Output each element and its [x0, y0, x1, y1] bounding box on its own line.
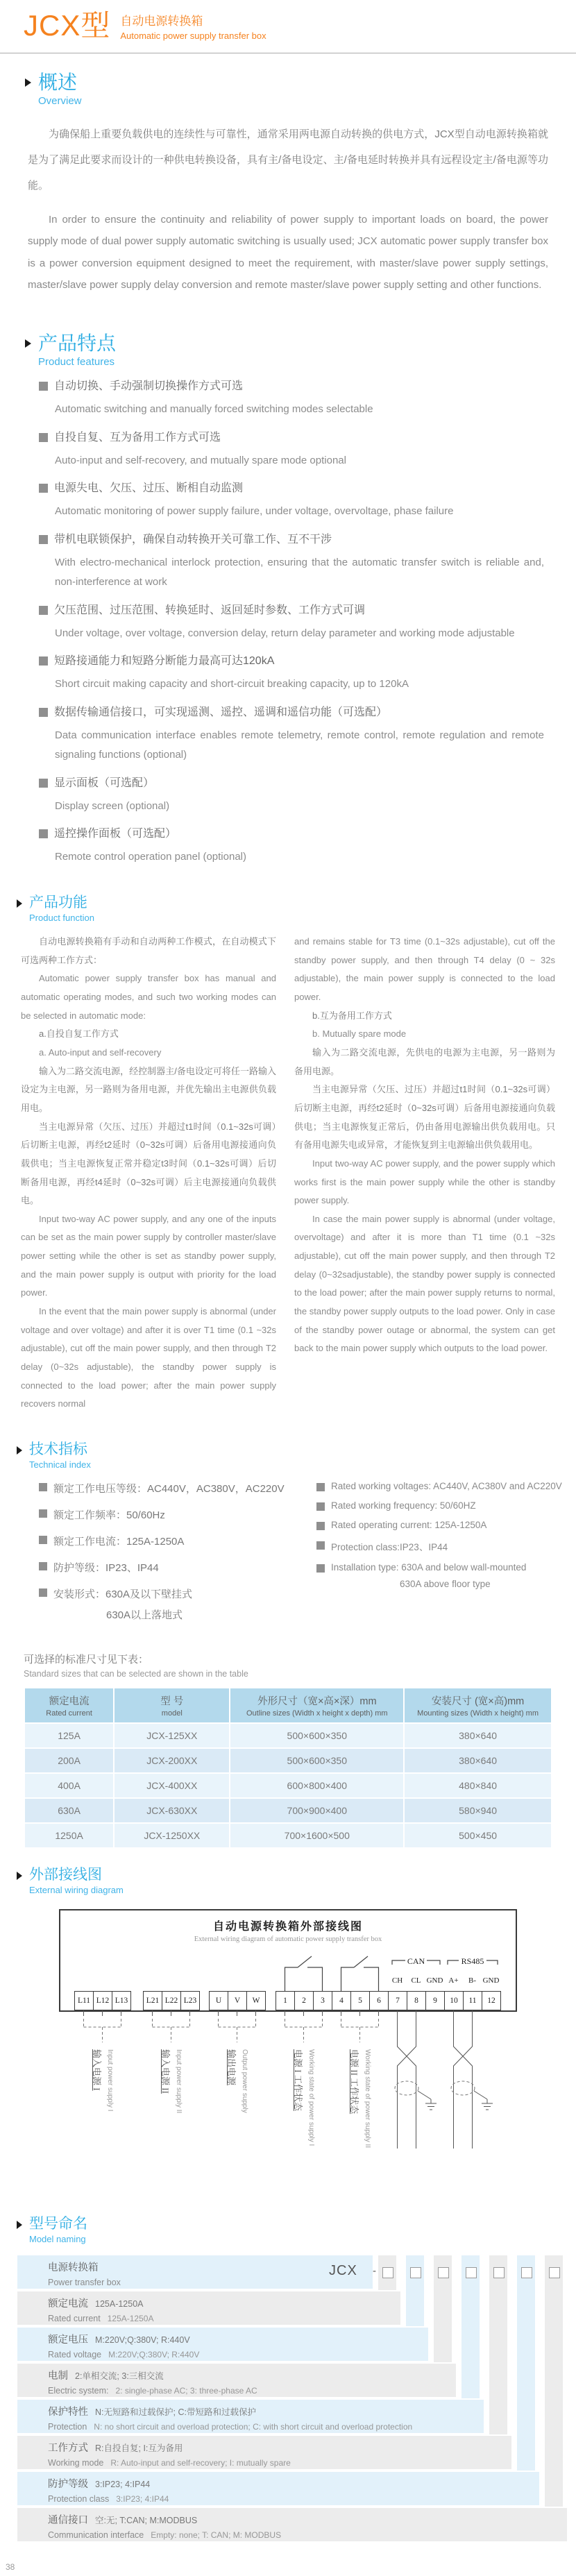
- feature-text-en: Automatic monitoring of power supply failure, under voltage, overvoltage, phase failure: [55, 505, 454, 518]
- square-bullet-icon: [39, 829, 48, 838]
- column-header-cn: 安装尺寸 (宽×高)mm: [431, 1696, 525, 1707]
- naming-row: [17, 2291, 400, 2325]
- section-title-en: Model naming: [29, 2234, 86, 2245]
- technical-item: [39, 1481, 316, 1495]
- naming-row: [17, 2328, 428, 2361]
- table-cell: 400A: [24, 1773, 114, 1798]
- section-features-heading: [25, 332, 576, 368]
- sizes-table-header: [24, 1688, 552, 1723]
- feature-item-cn: [39, 653, 544, 670]
- section-title-en: Overview: [38, 95, 82, 108]
- naming-row-cn: [48, 2296, 400, 2310]
- naming-desc-en: R: Auto-input and self-recovery; I: mutually spare: [110, 2458, 291, 2468]
- feature-item-cn: [39, 775, 544, 792]
- signal-label: B-: [468, 1976, 476, 1985]
- square-bullet-icon: [316, 1522, 325, 1530]
- naming-row-en: [48, 2529, 567, 2541]
- feature-text-cn: 显示面板（可选配）: [54, 777, 155, 789]
- product-title-block: [120, 11, 266, 41]
- naming-column-stripe: [517, 2255, 535, 2471]
- naming-row-en: [48, 2421, 484, 2433]
- naming-desc-en: 125A-1250A: [107, 2314, 154, 2324]
- naming-row: [17, 2472, 539, 2505]
- naming-row-cn: [48, 2440, 511, 2455]
- feature-text-cn: 电源失电、欠压、过压、断相自动监测: [54, 482, 244, 495]
- wire-group-label: [226, 2049, 248, 2113]
- can-bus-label: CAN: [407, 1956, 425, 1967]
- function-paragraph: In the event that the main power supply is abnormal (under voltage and over voltage) and after it is over T1 time (0.1 ~32s adjustable), cut off the main power supply, and then through T2 delay (0~32s adjustable), the standby power supply is connected to the load power; after the main power supply recovers normal: [21, 1306, 276, 1409]
- feature-text-cn: 短路接通能力和短路分断能力最高可达120kA: [54, 655, 275, 668]
- size-note-en: Standard sizes that can be selected are shown in the table: [24, 1669, 248, 1679]
- naming-desc-cn: 2:单相交流; 3:三相交流: [75, 2371, 164, 2382]
- function-paragraph: 当主电源异常（欠压、过压）并超过t1时间（0.1~32s可调）后切断主电源，再经t2延时（0~32s可调）后备用电源接通向负载供电；当主电源恢复正常后，仍由备用电源输出供负载用电。只有备用电源失电或异常，才能恢复到主电源输出供负载用电。: [294, 1084, 555, 1151]
- feature-text-cn: 遥控操作面板（可选配）: [54, 828, 177, 840]
- section-title-cn: 外部接线图: [29, 1867, 102, 1883]
- section-arrow-icon: [17, 1446, 22, 1455]
- naming-desc-cn: M:220V;Q:380V; R:440V: [95, 2335, 190, 2346]
- wire-group-label-en: Working state of power supply II: [363, 2049, 371, 2149]
- wiring-diagram-graphics: [59, 1909, 517, 2188]
- square-bullet-icon: [39, 1509, 47, 1518]
- wire-group-label-en: Input power supply I: [105, 2049, 114, 2112]
- table-cell: 1250A: [24, 1823, 114, 1848]
- naming-hyphen: -: [373, 2265, 376, 2278]
- naming-row-cn: [48, 2476, 539, 2491]
- terminal: L13: [112, 1991, 131, 2010]
- technical-item: [316, 1539, 562, 1553]
- table-cell: JCX-400XX: [114, 1773, 230, 1798]
- function-paragraph: and remains stable for T3 time (0.1~32s adjustable), cut off the standby power supply, and then through T4 delay (0 ~ 32s adjustable), the main power supply is connected to the load power.: [294, 936, 555, 1003]
- naming-desc-cn: 3:IP23; 4:IP44: [95, 2480, 151, 2490]
- naming-row-cn: [48, 2260, 373, 2274]
- overview-paragraph-cn: 为确保船上重要负载供电的连续性与可靠性，通常采用两电源自动转换的供电方式，JCX型自动电源转换箱就是为了满足此要求而设计的一种供电转换设备，具有主/备电设定、主/备电延时转换并具有远程设定主/备电源等功能。: [28, 128, 548, 192]
- technical-columns: [39, 1481, 562, 1632]
- technical-item: [316, 1520, 562, 1530]
- function-paragraph: Input two-way AC power supply, and any one of the inputs can be set as the main power supply by controller master/slave power setting while the other is set as standby power supply, and the main power supply is output with priority for the load power.: [21, 1213, 276, 1298]
- square-bullet-icon: [316, 1541, 325, 1550]
- section-wiring-heading: [17, 1867, 576, 1895]
- wire-group-label-en: Working state of power supply I: [307, 2049, 315, 2146]
- naming-desc-en: M:220V;Q:380V; R:440V: [108, 2350, 200, 2360]
- section-arrow-icon: [25, 78, 31, 87]
- wire-group-label-en: Input power supply II: [174, 2049, 183, 2114]
- terminal: L21: [143, 1991, 162, 2010]
- product-model-title: JCX型: [24, 9, 111, 42]
- section-function-heading: [17, 895, 576, 923]
- function-columns: [21, 933, 555, 1414]
- terminal: 7: [388, 1991, 407, 2010]
- terminal-strip: [59, 1991, 517, 2010]
- feature-item-cn: [39, 480, 544, 497]
- table-cell: JCX-125XX: [114, 1723, 230, 1748]
- naming-row-cn: [48, 2332, 428, 2346]
- feature-text-en: Auto-input and self-recovery, and mutually spare mode optional: [55, 454, 346, 466]
- naming-label-en: Electric system:: [48, 2386, 109, 2396]
- naming-row: [17, 2255, 373, 2289]
- naming-row: [17, 2508, 567, 2541]
- terminal: V: [228, 1991, 247, 2010]
- function-paragraph: 当主电源异常（欠压、过压）并超过t1时间（0.1~32s可调）后切断主电源，再经t2延时（0~32s可调）后备用电源接通向负载供电；当主电源恢复正常并稳定t3时间（0.1~32s可调）后切断备用电源，再经t4延时（0~32s可调）后主电源接通向负载供电。: [21, 1121, 276, 1206]
- table-column-header: [114, 1688, 230, 1723]
- function-paragraph: In case the main power supply is abnormal (under voltage, overvoltage) and after it is more than T1 time (0.1 ~32s adjustable), cut off the main power supply, and then through T2 delay (0~32sadjustable), the standby power supply is connected to the load power; after the main power supply returns to normal, the standby power supply outputs to the load power. Only in case of the standby power outage or abnormal, the system can get back to the main power supply which outputs to the load power.: [294, 1213, 555, 1354]
- terminal: L22: [162, 1991, 181, 2010]
- naming-desc-en: 3:IP23; 4:IP44: [116, 2494, 169, 2505]
- naming-label-en: Working mode: [48, 2458, 104, 2468]
- section-arrow-icon: [25, 339, 31, 348]
- technical-list-cn: [39, 1481, 316, 1632]
- technical-list-en: [316, 1481, 562, 1632]
- function-paragraph: Automatic power supply transfer box has manual and automatic operating modes, and such two working modes can be selected in automatic mode:: [21, 973, 276, 1021]
- square-bullet-icon: [39, 656, 48, 666]
- model-digit-box: [410, 2267, 421, 2278]
- section-title-en: Product function: [29, 913, 94, 924]
- section-arrow-icon: [17, 899, 22, 908]
- feature-text-cn: 自动切换、手动强制切换操作方式可选: [54, 380, 244, 392]
- column-header-en: Rated current: [46, 1709, 92, 1718]
- square-bullet-icon: [39, 484, 48, 493]
- wire-group-label-cn: 电源 II 工作状态: [348, 2049, 359, 2115]
- feature-text-en: Display screen (optional): [55, 799, 170, 812]
- wire-group-label: [292, 2049, 315, 2146]
- naming-row: [17, 2436, 511, 2469]
- section-title-cn: 概述: [38, 71, 78, 94]
- naming-label-cn: 工作方式: [48, 2443, 88, 2455]
- technical-item: [39, 1534, 316, 1548]
- naming-label-en: Rated current: [48, 2314, 101, 2324]
- overview-paragraph-en: In order to ensure the continuity and reliability of power supply to important loads on board, the power supply mode of dual power supply automatic switching is usually used; JCX automatic power supply transfer box is a power conversion equipment designed to meet the requirement, with master/slave power supply settings, master/slave power supply delay conversion and remote master/slave power supply setting and other functions.: [28, 213, 548, 291]
- naming-label-cn: 电源转换箱: [48, 2262, 99, 2274]
- wiring-diagram-title-en: External wiring diagram of automatic power supply transfer box: [194, 1935, 382, 1944]
- table-cell: 630A: [24, 1798, 114, 1823]
- terminal: L23: [180, 1991, 200, 2010]
- naming-label-en: Power transfer box: [48, 2278, 121, 2288]
- terminal-group: [143, 1991, 199, 2010]
- table-column-header: [230, 1688, 404, 1723]
- wire-group-label-en: Output power supply: [240, 2049, 248, 2113]
- feature-item-cn: [39, 532, 544, 548]
- square-bullet-icon: [39, 708, 48, 717]
- feature-text-en: Short circuit making capacity and short-circuit breaking capacity, up to 120kA: [55, 678, 409, 690]
- table-cell: 480×840: [404, 1773, 552, 1798]
- wire-group-label: [91, 2049, 114, 2112]
- naming-label-cn: 额定电流: [48, 2298, 88, 2310]
- model-digit-box: [521, 2267, 532, 2278]
- table-row: [24, 1798, 552, 1823]
- feature-text-en: Remote control operation panel (optional): [55, 851, 246, 863]
- feature-text-en: Data communication interface enables remote telemetry, remote control, remote regulation and remote signaling functions (optional): [55, 729, 544, 761]
- table-row: [24, 1773, 552, 1798]
- function-paragraph: b. Mutually spare mode: [312, 1028, 407, 1040]
- terminal: 3: [313, 1991, 332, 2010]
- wiring-diagram: [59, 1909, 517, 2188]
- naming-row-en: [48, 2493, 539, 2505]
- terminal-group: [209, 1991, 265, 2010]
- wire-group-label-cn: 输入电源 II: [160, 2049, 171, 2094]
- table-cell: 580×940: [404, 1798, 552, 1823]
- naming-row-en: [48, 2384, 456, 2397]
- naming-desc-cn: N:无短路和过载保护; C:带短路和过载保护: [95, 2407, 256, 2418]
- terminal-group: [276, 1991, 500, 2010]
- naming-row-cn: [48, 2368, 456, 2382]
- naming-row-cn: [48, 2404, 484, 2418]
- feature-text-en: With electro-mechanical interlock protection, ensuring that the automatic transfer switch is reliable and, non-interference at work: [55, 557, 544, 588]
- feature-text-en: Automatic switching and manually forced switching modes selectable: [55, 402, 373, 415]
- column-header-cn: 型 号: [160, 1696, 184, 1707]
- naming-label-en: Communication interface: [48, 2530, 144, 2541]
- square-bullet-icon: [39, 779, 48, 788]
- feature-item-cn: [39, 430, 544, 446]
- section-title-cn: 产品功能: [29, 895, 87, 911]
- function-paragraph: 输入为二路交流电源，先供电的电源为主电源，另一路则为备用电源。: [294, 1047, 555, 1076]
- table-cell: 700×1600×500: [230, 1823, 404, 1848]
- table-cell: 380×640: [404, 1723, 552, 1748]
- square-bullet-icon: [316, 1564, 325, 1573]
- table-cell: JCX-630XX: [114, 1798, 230, 1823]
- function-paragraph: a. Auto-input and self-recovery: [39, 1047, 162, 1058]
- naming-row-en: [48, 2276, 373, 2289]
- table-row: [24, 1823, 552, 1848]
- wiring-diagram-title-cn: 自动电源转换箱外部接线图: [212, 1921, 363, 1933]
- feature-text-cn: 数据传输通信接口，可实现遥测、遥控、遥调和遥信功能（可选配）: [54, 706, 388, 719]
- table-row: [24, 1748, 552, 1773]
- technical-item: [316, 1481, 562, 1491]
- table-column-header: [404, 1688, 552, 1723]
- table-cell: 380×640: [404, 1748, 552, 1773]
- function-column-left: [21, 933, 276, 1414]
- technical-text: 额定工作电压等级：AC440V，AC380V，AC220V: [53, 1483, 285, 1495]
- naming-desc-en: N: no short circuit and overload protection; C: with short circuit and overload protection: [94, 2422, 413, 2432]
- table-cell: 200A: [24, 1748, 114, 1773]
- feature-text-cn: 带机电联锁保护，确保自动转换开关可靠工作、互不干涉: [54, 534, 332, 546]
- naming-label-cn: 防护等级: [48, 2479, 88, 2491]
- size-note-cn: 可选择的标准尺寸见下表：: [24, 1654, 149, 1666]
- model-digit-box: [438, 2267, 449, 2278]
- table-row: [24, 1723, 552, 1748]
- wire-group-label-cn: 电源 I 工作状态: [292, 2049, 303, 2111]
- terminal: L12: [93, 1991, 112, 2010]
- function-paragraph: 自动电源转换箱有手动和自动两种工作模式，在自动模式下可选两种工作方式：: [21, 936, 276, 965]
- technical-item: [39, 1586, 316, 1601]
- model-digit-box: [493, 2267, 505, 2278]
- naming-label-en: Protection class: [48, 2494, 110, 2505]
- terminal: 1: [276, 1991, 295, 2010]
- table-column-header: [24, 1688, 114, 1723]
- table-cell: 125A: [24, 1723, 114, 1748]
- feature-item-cn: [39, 602, 544, 619]
- technical-text: 额定工作电流：125A-1250A: [53, 1536, 185, 1548]
- signal-label: CL: [411, 1976, 421, 1985]
- naming-desc-cn: R:自投自复; I:互为备用: [95, 2443, 183, 2454]
- signal-label: GND: [482, 1976, 500, 1985]
- column-header-cn: 外形尺寸（宽×高×深）mm: [257, 1696, 377, 1707]
- features-list: [39, 378, 544, 867]
- naming-desc-en: 2: single-phase AC; 3: three-phase AC: [115, 2386, 257, 2396]
- signal-label: GND: [426, 1976, 443, 1985]
- naming-row-en: [48, 2457, 511, 2469]
- column-header-cn: 额定电流: [49, 1696, 90, 1707]
- naming-column-stripe: [489, 2255, 507, 2434]
- standard-sizes-table: [24, 1687, 552, 1849]
- page-number: 38: [6, 2562, 15, 2573]
- feature-text-cn: 自投自复、互为备用工作方式可选: [54, 431, 221, 443]
- section-arrow-icon: [17, 1872, 22, 1880]
- naming-label-cn: 电制: [48, 2371, 68, 2382]
- terminal: 4: [332, 1991, 351, 2010]
- naming-row-en: [48, 2312, 400, 2325]
- table-cell: 600×800×400: [230, 1773, 404, 1798]
- square-bullet-icon: [39, 1562, 47, 1570]
- product-title-en: Automatic power supply transfer box: [120, 31, 266, 41]
- technical-text: 防护等级：IP23、IP44: [53, 1562, 159, 1574]
- naming-label-cn: 额定电压: [48, 2334, 88, 2346]
- table-cell: JCX-1250XX: [114, 1823, 230, 1848]
- naming-row: [17, 2400, 484, 2433]
- naming-prefix: JCX: [329, 2263, 357, 2279]
- function-paragraph: a.自投自复工作方式: [39, 1028, 119, 1040]
- naming-label-cn: 保护特性: [48, 2407, 88, 2418]
- naming-label-en: Protection: [48, 2422, 87, 2432]
- naming-label-en: Rated voltage: [48, 2350, 102, 2360]
- naming-desc-cn: 125A-1250A: [95, 2299, 144, 2310]
- model-digit-box: [549, 2267, 560, 2278]
- terminal: W: [246, 1991, 266, 2010]
- product-title-cn: 自动电源转换箱: [120, 15, 203, 28]
- feature-item-cn: [39, 826, 544, 842]
- section-technical-heading: [17, 1441, 576, 1470]
- square-bullet-icon: [316, 1483, 325, 1491]
- feature-text-en: Under voltage, over voltage, conversion delay, return delay parameter and working mode adjustable: [55, 627, 515, 639]
- wire-group-label: [348, 2049, 371, 2148]
- column-header-en: model: [161, 1709, 183, 1718]
- feature-item-cn: [39, 704, 544, 721]
- section-naming-heading: [17, 2216, 576, 2244]
- square-bullet-icon: [39, 382, 48, 391]
- technical-text: Installation type: 630A and below wall-mounted: [331, 1562, 527, 1573]
- column-header-en: Mounting sizes (Width x height) mm: [417, 1709, 539, 1718]
- square-bullet-icon: [316, 1502, 325, 1511]
- terminal: L11: [74, 1991, 94, 2010]
- terminal: 5: [350, 1991, 370, 2010]
- function-paragraph: 输入为二路交流电源，经控制器主/备电设定可将任一路输入设定为主电源，另一路则为备用电源，并优先输出主电源供负载用电。: [21, 1065, 276, 1113]
- section-title-en: Product features: [38, 355, 115, 368]
- naming-label-cn: 通信接口: [48, 2515, 88, 2527]
- terminal: 6: [369, 1991, 389, 2010]
- terminal: U: [209, 1991, 228, 2010]
- table-cell: 500×600×350: [230, 1723, 404, 1748]
- terminal: 8: [407, 1991, 426, 2010]
- signal-label: A+: [448, 1976, 459, 1985]
- feature-item-cn: [39, 378, 544, 395]
- technical-item: [316, 1500, 562, 1511]
- section-arrow-icon: [17, 2221, 22, 2229]
- naming-row: [17, 2364, 456, 2397]
- terminal: 10: [444, 1991, 464, 2010]
- function-paragraph: Input two-way AC power supply, and the power supply which works first is the main power supply while the other is standby power supply.: [294, 1158, 555, 1206]
- wire-group-label: [160, 2049, 183, 2113]
- function-paragraph: b.互为备用工作方式: [312, 1010, 392, 1021]
- square-bullet-icon: [39, 433, 48, 442]
- table-cell: 500×450: [404, 1823, 552, 1848]
- terminal-group: [74, 1991, 130, 2010]
- section-title-cn: 型号命名: [29, 2216, 87, 2232]
- terminal: 11: [463, 1991, 482, 2010]
- technical-text: Protection class:IP23、IP44: [331, 1542, 448, 1552]
- terminal: 2: [294, 1991, 314, 2010]
- column-header-en: Outline sizes (Width x height x depth) mm: [246, 1709, 388, 1718]
- table-cell: JCX-200XX: [114, 1748, 230, 1773]
- model-naming-diagram: [17, 2255, 567, 2544]
- square-bullet-icon: [39, 535, 48, 544]
- section-title-en: External wiring diagram: [29, 1885, 124, 1896]
- wire-group-label-cn: 输入电源 I: [91, 2049, 102, 2091]
- table-cell: 500×600×350: [230, 1748, 404, 1773]
- function-column-right: [294, 933, 555, 1414]
- technical-text: Rated working voltages: AC440V, AC380V and AC220V: [331, 1481, 562, 1491]
- technical-text: Rated working frequency: 50/60HZ: [331, 1500, 476, 1511]
- naming-desc-en: Empty: none; T: CAN; M: MODBUS: [151, 2530, 282, 2541]
- signal-label: CH: [391, 1976, 403, 1985]
- feature-text-cn: 欠压范围、过压范围、转换延时、返回延时参数、工作方式可调: [54, 604, 366, 616]
- rs485-bus-label: RS485: [461, 1956, 484, 1967]
- page-header: [24, 10, 576, 42]
- wire-group-label-cn: 输出电源: [226, 2049, 237, 2086]
- technical-text-continued: 630A以上落地式: [106, 1609, 183, 1621]
- technical-text-continued: 630A above floor type: [400, 1579, 491, 1589]
- section-title-cn: 技术指标: [29, 1441, 87, 1457]
- technical-item: [316, 1562, 562, 1573]
- terminal: 12: [482, 1991, 501, 2010]
- technical-item: [39, 1507, 316, 1522]
- section-title-cn: 产品特点: [38, 332, 117, 354]
- square-bullet-icon: [39, 1588, 47, 1597]
- terminal: 9: [425, 1991, 445, 2010]
- technical-text: 额定工作频率：50/60Hz: [53, 1509, 165, 1521]
- naming-row-en: [48, 2348, 428, 2361]
- naming-column-stripe: [545, 2255, 563, 2507]
- naming-row-cn: [48, 2512, 567, 2527]
- square-bullet-icon: [39, 1536, 47, 1544]
- naming-column-stripe: [406, 2255, 424, 2326]
- technical-text: 安装形式：630A及以下壁挂式: [53, 1588, 193, 1600]
- square-bullet-icon: [39, 606, 48, 615]
- table-cell: 700×900×400: [230, 1798, 404, 1823]
- naming-desc-cn: 空:无; T:CAN; M:MODBUS: [95, 2516, 198, 2526]
- technical-text: Rated operating current: 125A-1250A: [331, 1520, 487, 1530]
- section-overview-heading: [25, 71, 576, 107]
- technical-item: [39, 1560, 316, 1575]
- model-digit-box: [382, 2267, 393, 2278]
- square-bullet-icon: [39, 1483, 47, 1491]
- section-title-en: Technical index: [29, 1459, 91, 1470]
- model-digit-box: [466, 2267, 477, 2278]
